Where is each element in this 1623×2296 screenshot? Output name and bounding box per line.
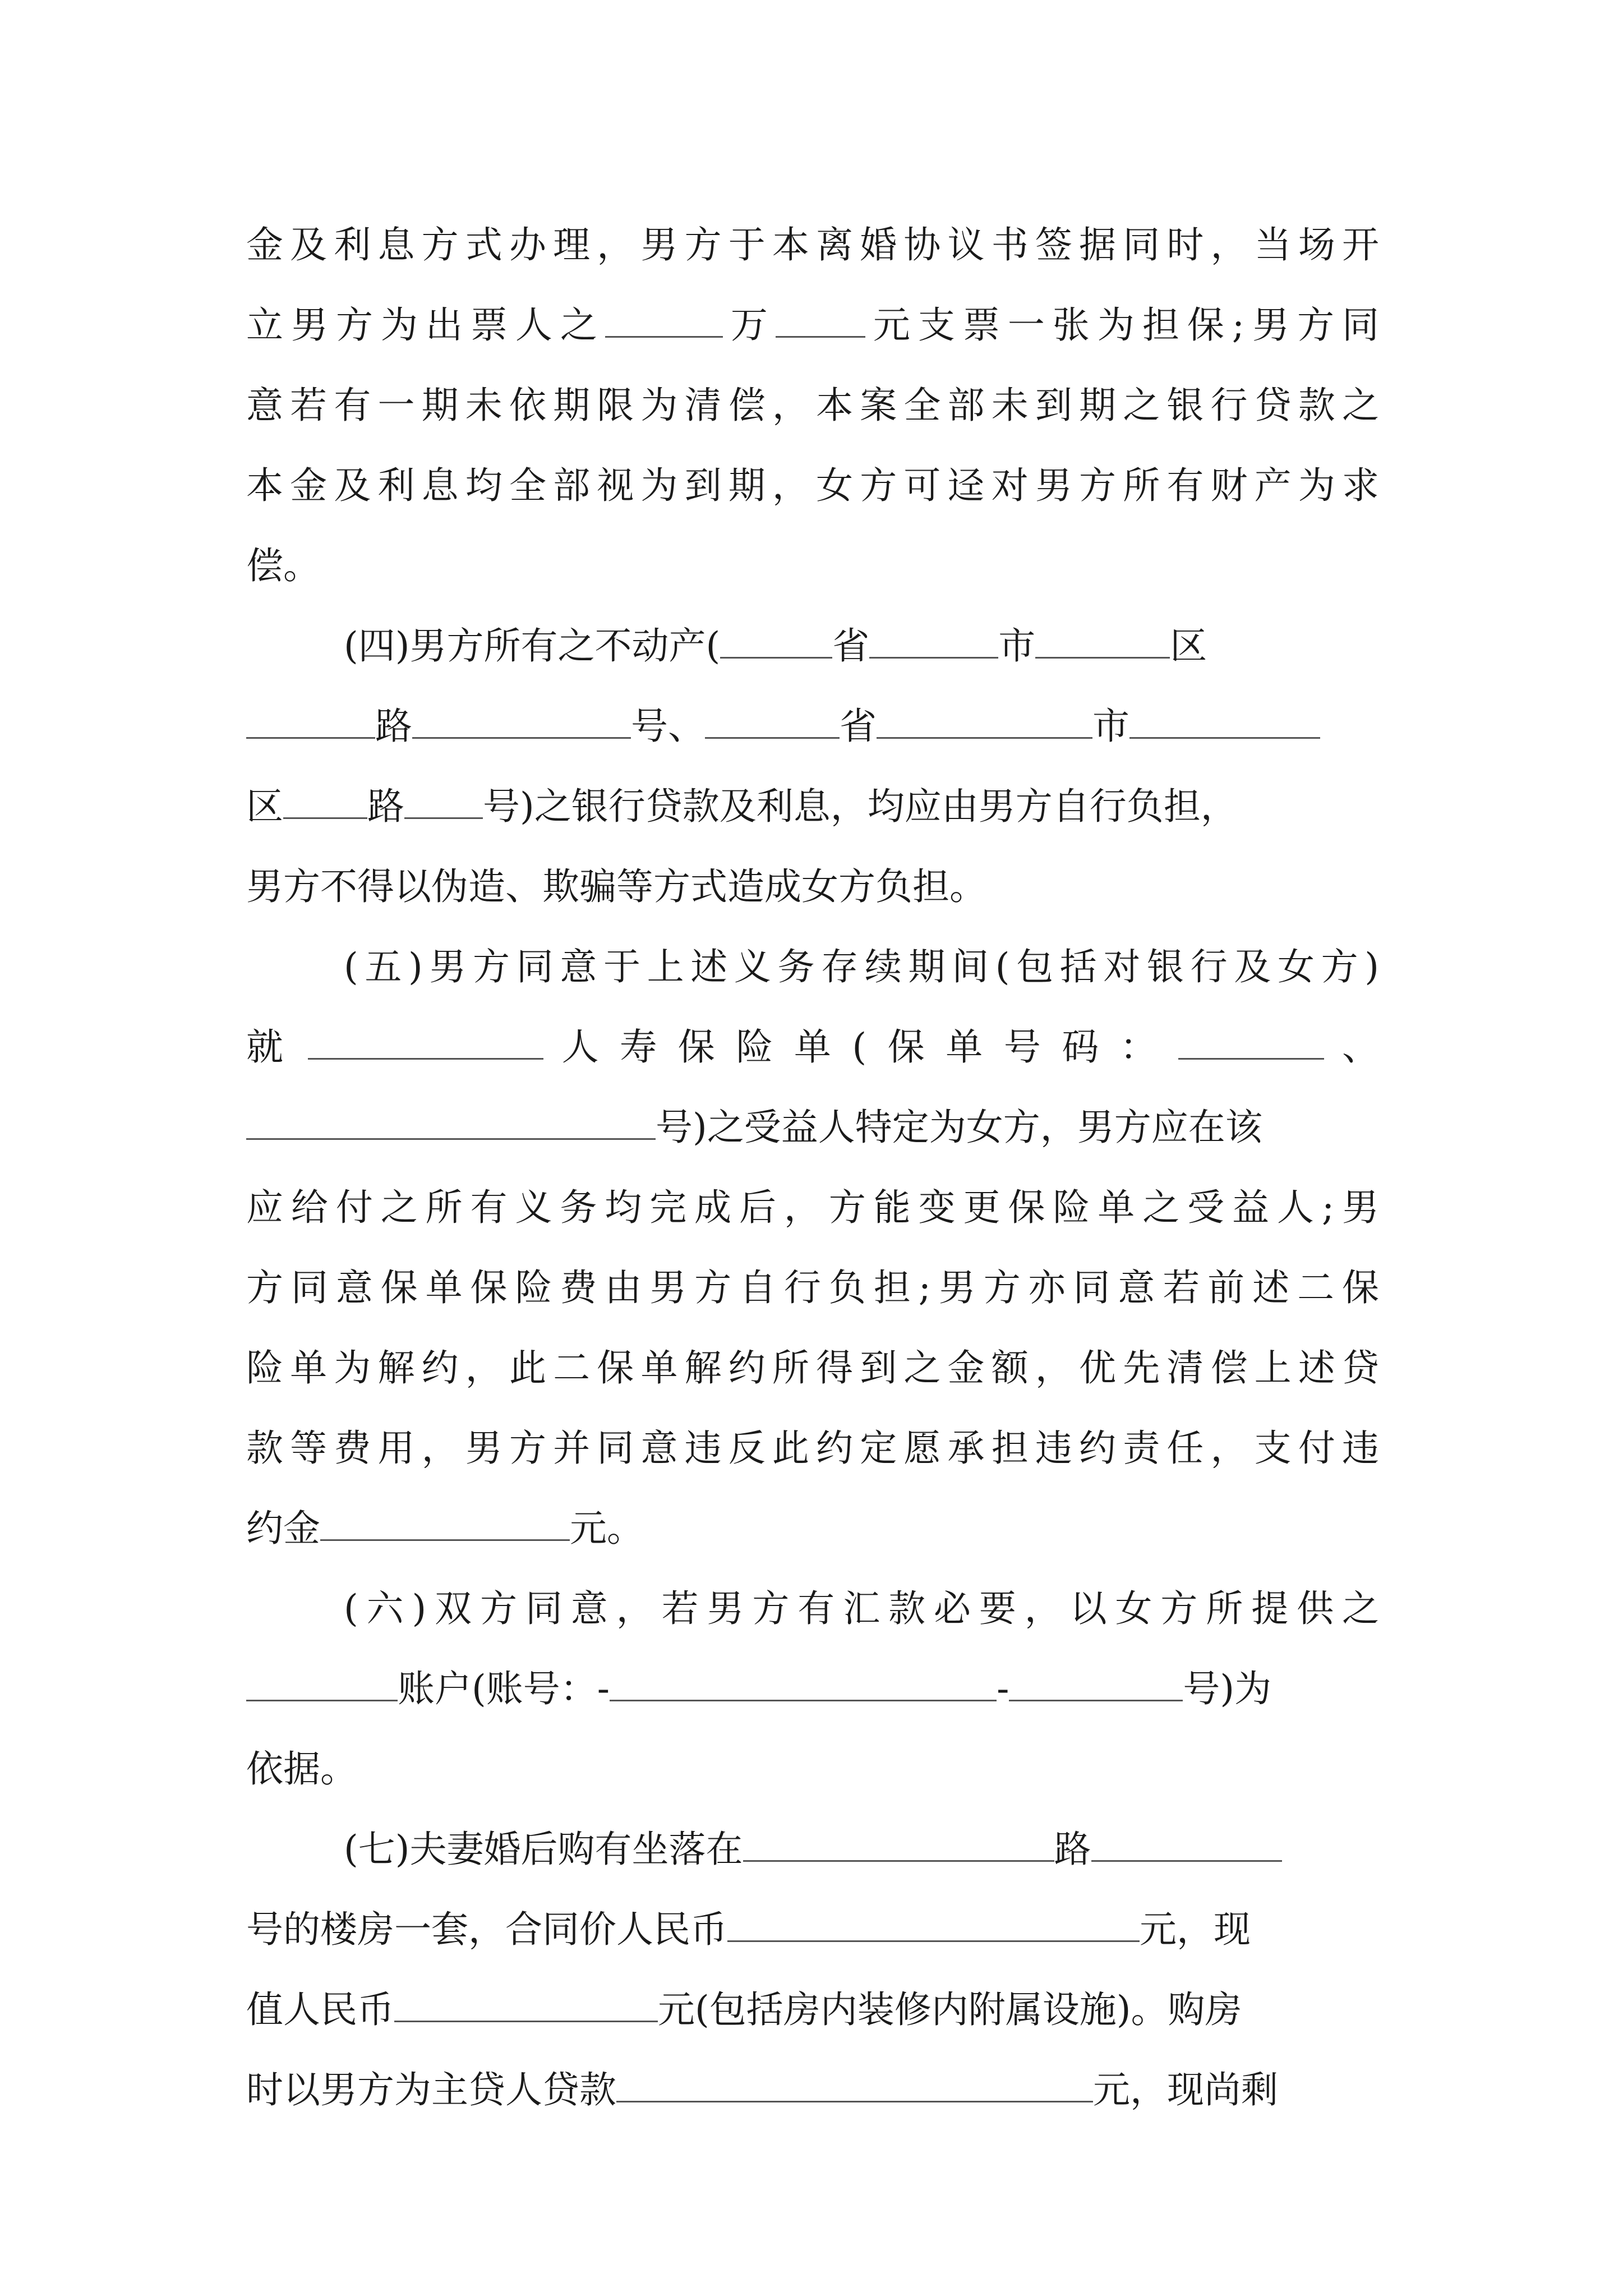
text-line: 险单为解约，此二保单解约所得到之金额，优先清偿上述贷 <box>246 1346 1379 1389</box>
text-segment: 号、 <box>631 705 705 748</box>
text-segment: 省 <box>840 705 877 748</box>
text-line: 男方不得以伪造、欺骗等方式造成女方负担。 <box>246 865 986 908</box>
text-segment: 、 <box>1342 1025 1380 1069</box>
text-line <box>246 2050 1379 2130</box>
paragraph-clause-5 <box>246 927 1379 1568</box>
fill-blank <box>877 705 1092 739</box>
text-line: 款等费用，男方并同意违反此约定愿承担违约责任，支付违 <box>246 1427 1379 1470</box>
text-line: 依据。 <box>246 1747 357 1791</box>
text-segment: 区 <box>1170 624 1207 668</box>
text-segment: 元支票一张为担保;男方同 <box>865 303 1380 347</box>
text-line: (五)男方同意于上述义务存续期间(包括对银行及女方) <box>344 945 1379 988</box>
text-segment: 市 <box>998 624 1036 668</box>
fill-blank <box>320 1507 570 1541</box>
fill-blank <box>283 785 367 819</box>
paragraph-clause-4 <box>246 606 1379 927</box>
text-segment: 元(包括房内装修内附属设施)。购房 <box>658 1988 1242 2031</box>
fill-blank <box>246 705 375 739</box>
fill-blank <box>616 2068 1093 2102</box>
fill-blank <box>727 1908 1140 1942</box>
fill-blank <box>1178 1025 1324 1060</box>
text-line: (六)双方同意，若男方有汇款必要，以女方所提供之 <box>344 1587 1379 1630</box>
text-line <box>246 285 1379 365</box>
text-line <box>246 1087 1379 1167</box>
text-line <box>246 686 1379 766</box>
text-segment: 元，现 <box>1140 1908 1251 1951</box>
text-segment: - <box>997 1667 1009 1710</box>
text-segment: 账户(账号：- <box>398 1667 610 1710</box>
text-segment: 立男方为出票人之 <box>246 303 605 347</box>
text-segment: 万 <box>722 303 776 347</box>
fill-blank <box>720 624 832 659</box>
text-line <box>246 1970 1379 2050</box>
text-segment: 区 <box>246 785 283 828</box>
text-segment: 号的楼房一套，合同价人民币 <box>246 1908 727 1951</box>
text-segment: 元，现尚剩 <box>1093 2068 1278 2111</box>
fill-blank <box>412 705 631 739</box>
text-segment: 市 <box>1092 705 1129 748</box>
fill-blank <box>605 303 723 338</box>
text-line <box>246 1889 1379 1970</box>
text-segment: (七)夫妻婚后购有坐落在 <box>344 1828 743 1871</box>
text-segment: 约金 <box>246 1507 320 1550</box>
text-line <box>246 1649 1379 1729</box>
fill-blank <box>394 1988 658 2022</box>
document-body <box>246 205 1379 2130</box>
text-segment: 人寿保险单(保单号码： <box>561 1025 1178 1069</box>
text-line: 意若有一期未依期限为清偿，本案全部未到期之银行贷款之 <box>246 384 1379 427</box>
fill-blank <box>743 1828 1054 1862</box>
text-line <box>246 1488 1379 1568</box>
fill-blank <box>308 1025 543 1060</box>
text-line: 本金及利息均全部视为到期，女方可迳对男方所有财产为求 <box>246 464 1379 507</box>
text-line <box>246 606 1379 686</box>
paragraph-clause-6 <box>246 1568 1379 1809</box>
fill-blank <box>705 705 840 739</box>
text-line: 偿。 <box>246 544 320 587</box>
text-line <box>246 766 1379 846</box>
text-segment: 号)为 <box>1183 1667 1272 1710</box>
text-segment: (四)男方所有之不动产( <box>344 624 721 668</box>
text-segment: 号)之银行贷款及利息，均应由男方自行负担， <box>483 785 1238 828</box>
fill-blank <box>246 1667 398 1701</box>
text-line <box>246 1007 1379 1087</box>
text-line: 方同意保单保险费由男方自行负担;男方亦同意若前述二保 <box>246 1266 1379 1309</box>
fill-blank <box>776 303 865 338</box>
text-segment: 号)之受益人特定为女方，男方应在该 <box>656 1106 1262 1149</box>
fill-blank <box>404 785 483 819</box>
fill-blank <box>1035 624 1170 659</box>
fill-blank <box>246 1106 656 1140</box>
fill-blank <box>610 1667 997 1701</box>
paragraph-guarantee <box>246 205 1379 606</box>
text-segment: 元。 <box>570 1507 644 1550</box>
text-segment: 值人民币 <box>246 1988 394 2031</box>
fill-blank <box>869 624 998 659</box>
text-line: 应给付之所有义务均完成后，方能变更保险单之受益人;男 <box>246 1186 1379 1229</box>
text-segment: 路 <box>367 785 404 828</box>
text-segment: 省 <box>832 624 870 668</box>
paragraph-clause-7 <box>246 1809 1379 2130</box>
fill-blank <box>1129 705 1320 739</box>
fill-blank <box>1091 1828 1282 1862</box>
text-line: 金及利息方式办理，男方于本离婚协议书签据同时，当场开 <box>246 223 1379 266</box>
text-line <box>246 1809 1379 1889</box>
text-segment: 就 <box>246 1025 290 1069</box>
text-segment: 路 <box>375 705 412 748</box>
text-segment: 时以男方为主贷人贷款 <box>246 2068 616 2111</box>
fill-blank <box>1009 1667 1183 1701</box>
text-segment: 路 <box>1054 1828 1091 1871</box>
